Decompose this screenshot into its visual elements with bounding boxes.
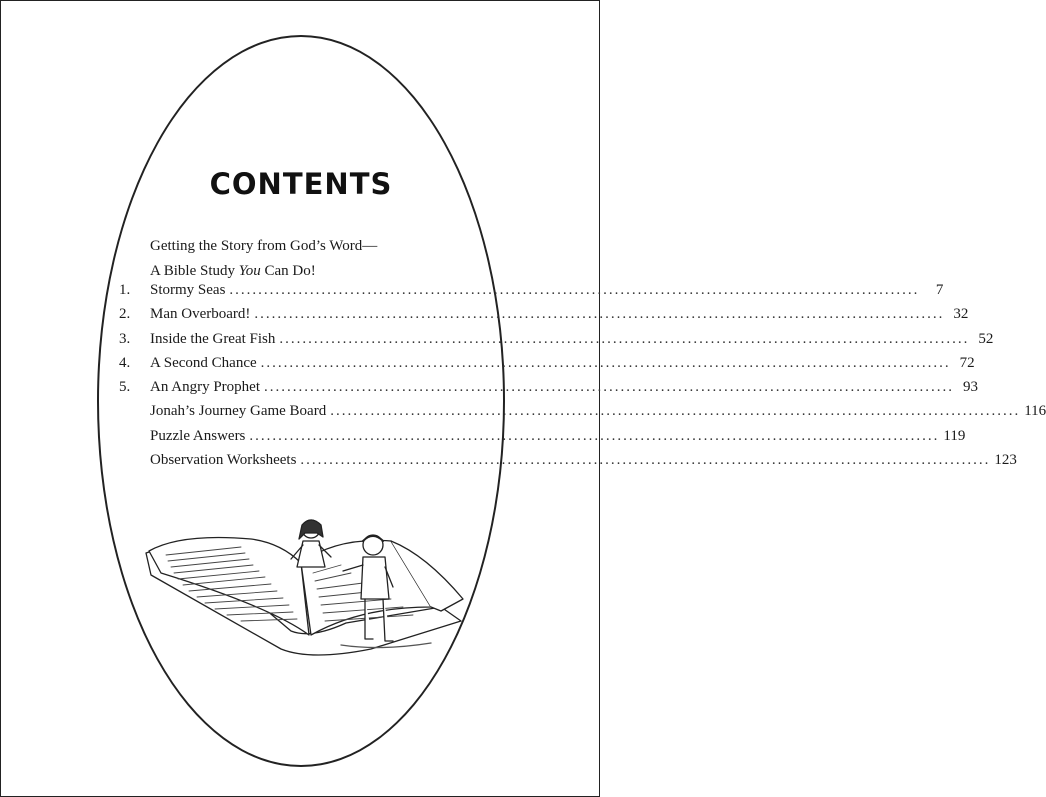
toc-entry (119, 330, 994, 355)
chapter-title: Observation Worksheets (150, 452, 297, 469)
chapter-title: An Angry Prophet (150, 379, 260, 396)
dot-leader: ........................................................................................................................ (254, 306, 945, 323)
intro-line-2-emphasis: You (238, 263, 261, 279)
page-title: CONTENTS (209, 167, 393, 201)
dot-leader: ........................................................................................................................ (300, 452, 991, 469)
page-number: 52 (978, 330, 994, 347)
toc-entry (119, 452, 1017, 476)
chapter-number: 5. (119, 379, 131, 396)
dot-leader: ........................................................................................................................ (229, 282, 920, 298)
intro-line-2 (150, 259, 377, 284)
page-number: 7 (935, 282, 944, 298)
page-number: 119 (943, 427, 966, 444)
chapter-number: 2. (119, 306, 131, 323)
book-left-page (149, 538, 309, 636)
chapter-title: Man Overboard! (150, 306, 251, 323)
chapter-title: Jonah’s Journey Game Board (150, 403, 327, 420)
page-number: 116 (1024, 403, 1046, 420)
page-number: 123 (994, 452, 1017, 469)
dot-leader: ........................................................................................................................ (279, 330, 970, 347)
page-number: 32 (953, 306, 969, 323)
toc-entry (119, 282, 944, 306)
page-number: 72 (959, 354, 975, 371)
dot-leader: ........................................................................................................................ (330, 403, 1021, 420)
intro-line-2-start: A Bible Study (150, 263, 239, 279)
dot-leader: ........................................................................................................................ (249, 427, 940, 444)
table-of-contents (119, 282, 1046, 476)
chapter-title: Stormy Seas (150, 282, 226, 298)
intro-line-2-end: Can Do! (260, 263, 316, 279)
chapter-title: Puzzle Answers (150, 427, 246, 444)
chapter-number: 4. (119, 354, 131, 371)
toc-entry (119, 379, 978, 403)
toc-entry (119, 427, 966, 452)
chapter-title: A Second Chance (150, 354, 257, 371)
chapter-number: 1. (119, 282, 131, 298)
dot-leader: ........................................................................................................................ (264, 379, 954, 396)
intro-line-1: Getting the Story from God’s Word— (150, 238, 378, 254)
chapter-number: 3. (119, 330, 131, 347)
dot-leader: ........................................................................................................................ (260, 354, 951, 371)
toc-entry (119, 306, 969, 330)
open-bible-illustration (141, 511, 471, 661)
toc-entry (119, 354, 975, 379)
page-number: 93 (963, 379, 978, 396)
toc-entry (119, 403, 1046, 427)
intro-text (150, 234, 377, 284)
chapter-title: Inside the Great Fish (150, 330, 276, 347)
